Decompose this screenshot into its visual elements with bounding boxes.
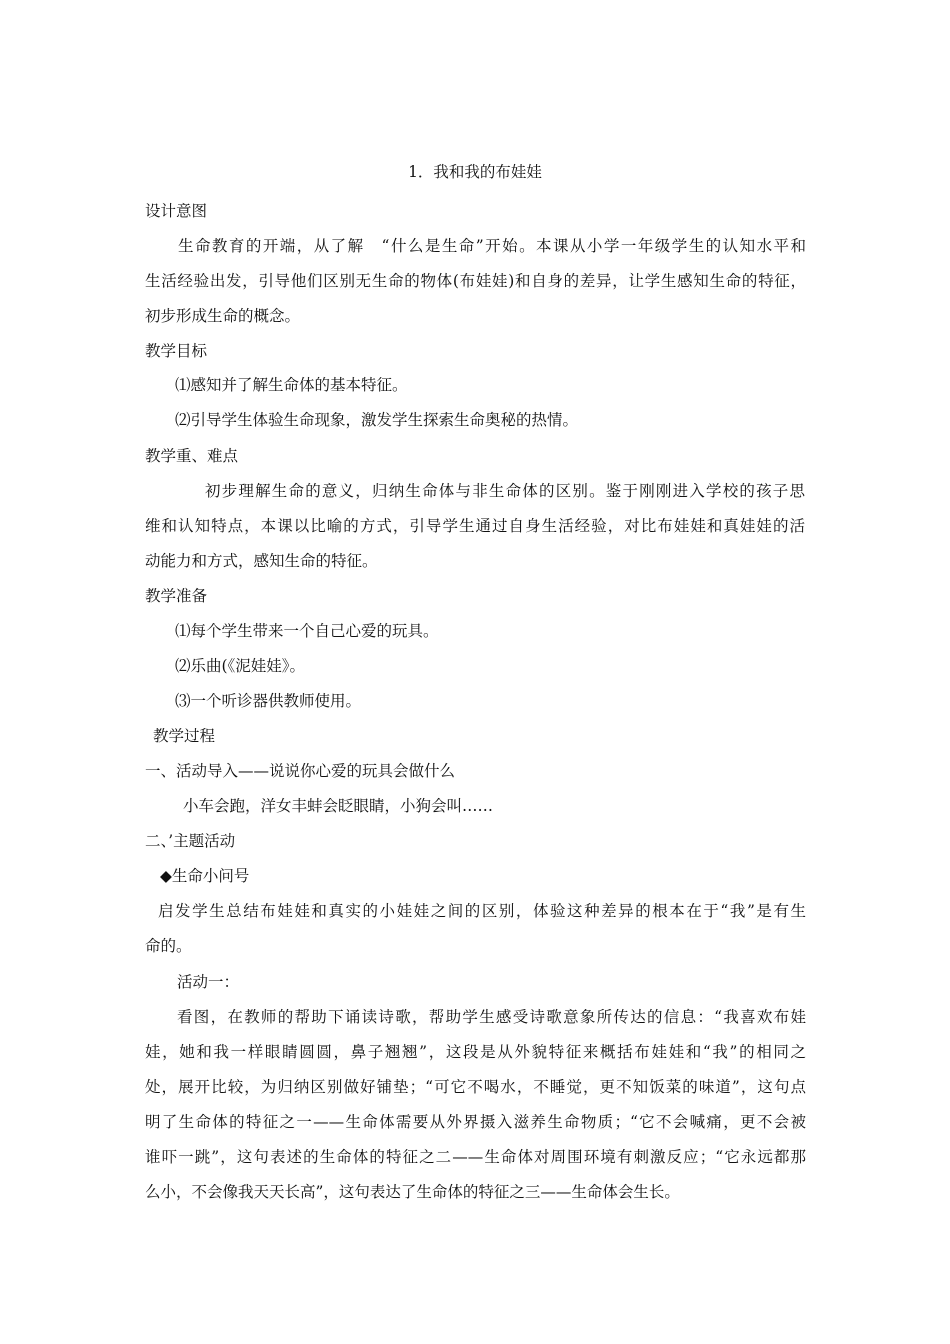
design-intent-line: 生活经验出发，引导他们区别无生命的物体(布娃娃)和自身的差异，让学生感知生命的特征， — [145, 272, 806, 290]
preparation-item: ⑶一个听诊器供教师使用。 — [175, 692, 362, 710]
design-intent-heading: 设计意图 — [145, 202, 208, 220]
activity-line: 谁吓一跳”，这句表述的生命体的特征之二——生命体对周围环境有刺激反应；“它永远都那 — [145, 1148, 806, 1166]
activity-line: 处，展开比较，为归纳区别做好铺垫；“可它不喝水，不睡觉，更不知饭菜的味道”，这句点 — [145, 1078, 806, 1096]
activity-line: 娃，她和我一样眼睛圆圆，鼻子翘翘”，这段是从外貌特征来概括布娃娃和“我”的相同之 — [145, 1043, 806, 1061]
lesson-title: 1．我和我的布娃娃 — [408, 163, 542, 181]
preparation-item: ⑵乐曲(《泥娃娃》。 — [175, 657, 306, 675]
activity-label: 活动一： — [177, 973, 240, 991]
part2-heading: 二、’主题活动 — [145, 832, 236, 850]
part1-heading: 一、活动导入——说说你心爱的玩具会做什么 — [145, 762, 456, 780]
process-heading: 教学过程 — [153, 727, 216, 745]
goals-heading: 教学目标 — [145, 342, 208, 360]
key-points-heading: 教学重、难点 — [145, 447, 239, 465]
goal-item: ⑴感知并了解生命体的基本特征。 — [175, 376, 408, 394]
intro-line: 启发学生总结布娃娃和真实的小娃娃之间的区别，体验这种差异的根本在于“我”是有生 — [158, 902, 806, 920]
part1-line: 小车会跑，洋女丰蚌会眨眼睛，小狗会叫…… — [183, 797, 494, 815]
intro-line: 命的。 — [145, 937, 192, 955]
design-intent-line: 生命教育的开端，从了解 “什么是生命”开始。本课从小学一年级学生的认知水平和 — [178, 237, 806, 255]
key-points-line: 维和认知特点，本课以比喻的方式，引导学生通过自身生活经验，对比布娃娃和真娃娃的活 — [145, 517, 805, 535]
activity-line: 么小，不会像我天天长高”，这句表达了生命体的特征之三——生命体会生长。 — [145, 1183, 680, 1201]
bullet-heading: ◆生命小问号 — [160, 867, 250, 885]
key-points-line: 动能力和方式，感知生命的特征。 — [145, 552, 378, 570]
key-points-line: 初步理解生命的意义，归纳生命体与非生命体的区别。鉴于刚刚进入学校的孩子思 — [205, 482, 805, 500]
activity-line: 明了生命体的特征之一——生命体需要从外界摄入滋养生命物质；“它不会喊痛，更不会被 — [145, 1113, 806, 1131]
goal-item: ⑵引导学生体验生命现象，激发学生探索生命奥秘的热情。 — [175, 411, 579, 429]
preparation-heading: 教学准备 — [145, 587, 208, 605]
preparation-item: ⑴每个学生带来一个自己心爱的玩具。 — [175, 622, 439, 640]
design-intent-line: 初步形成生命的概念。 — [145, 307, 301, 325]
activity-line: 看图，在教师的帮助下诵读诗歌，帮助学生感受诗歌意象所传达的信息：“我喜欢布娃 — [177, 1008, 806, 1026]
